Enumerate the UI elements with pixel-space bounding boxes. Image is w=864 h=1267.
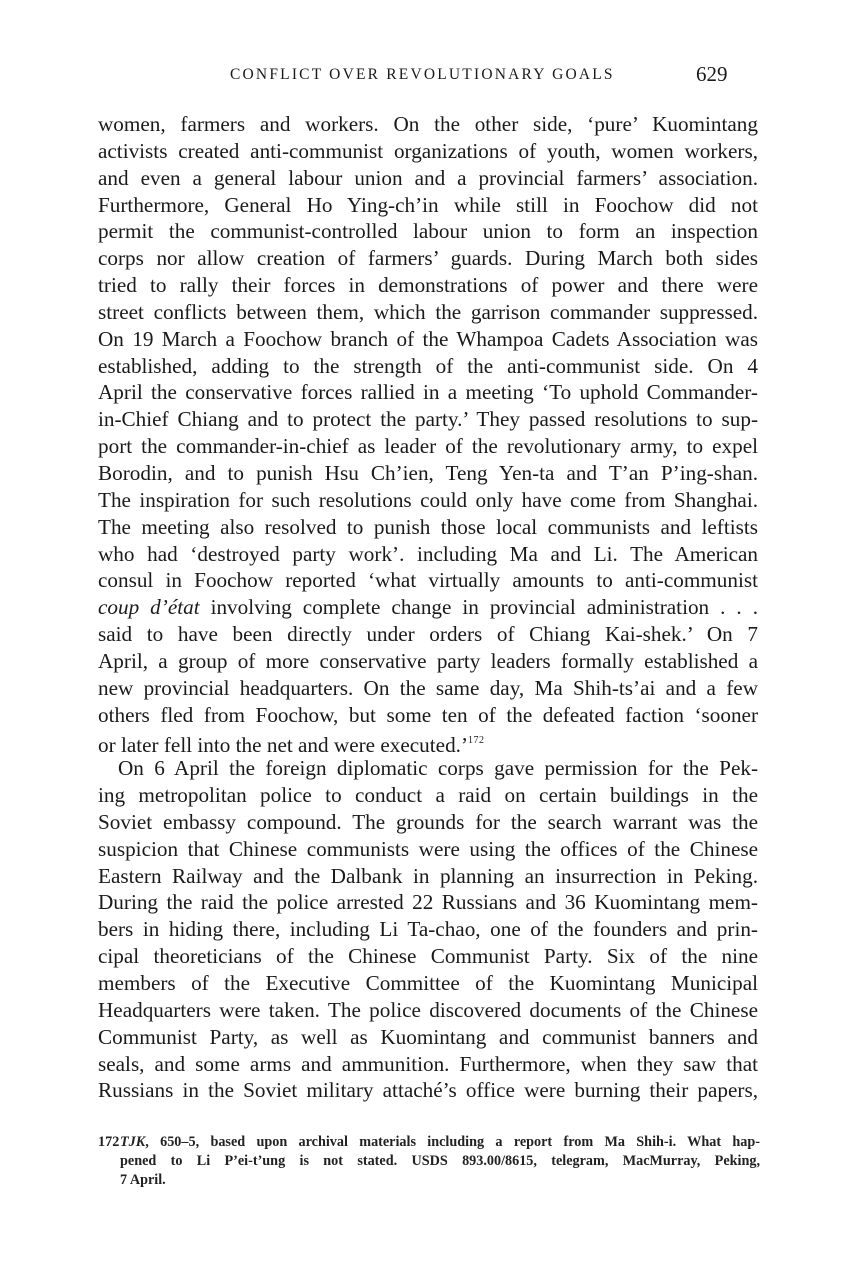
footnote-reference: 172 bbox=[468, 735, 485, 747]
paragraph-line: bers in hiding there, including Li Ta-chao, one of the founders and prin- bbox=[98, 917, 758, 942]
footnote bbox=[98, 1133, 760, 1191]
body-line: Furthermore, General Ho Ying-ch’in while still in Foochow did not bbox=[98, 192, 758, 217]
paragraph-line: members of the Executive Committee of the Kuomintang Municipal bbox=[98, 971, 758, 995]
body-line-italic bbox=[98, 594, 758, 621]
body-line: activists created anti-communist organizations of youth, women workers, bbox=[98, 138, 758, 163]
page-number: 629 bbox=[696, 62, 728, 86]
running-head: CONFLICT OVER REVOLUTIONARY GOALS bbox=[230, 66, 615, 83]
footnote-line: pened to Li P’ei-t’ung is not stated. USDS 893.00/8615, telegram, MacMurray, Peking, bbox=[120, 1153, 760, 1170]
paragraph-line: Eastern Railway and the Dalbank in planning an insurrection in Peking. bbox=[98, 863, 758, 888]
paragraph-line: suspicion that Chinese communists were using the offices of the Chinese bbox=[98, 836, 758, 861]
body-line: tried to rally their forces in demonstrations of power and there were bbox=[98, 273, 758, 298]
paragraph-line: seals, and some arms and ammunition. Furthermore, when they saw that bbox=[98, 1051, 758, 1076]
body-line: said to have been directly under orders of Chiang Kai-shek.’ On 7 bbox=[98, 622, 758, 647]
body-line: port the commander-in-chief as leader of the revolutionary army, to expel bbox=[98, 434, 758, 459]
body-line: permit the communist-controlled labour union to form an inspection bbox=[98, 219, 758, 244]
body-line: The meeting also resolved to punish those local communists and leftists bbox=[98, 514, 758, 539]
paragraph-line: ing metropolitan police to conduct a raid on certain buildings in the bbox=[98, 783, 758, 808]
footnote-number: 172 bbox=[98, 1134, 120, 1150]
body-line: and even a general labour union and a provincial farmers’ association. bbox=[98, 165, 758, 190]
body-line-closing bbox=[98, 728, 758, 758]
paragraph-line: Communist Party, as well as Kuomintang and communist banners and bbox=[98, 1024, 758, 1049]
footnote-line bbox=[98, 1133, 760, 1152]
paragraph-line: Soviet embassy compound. The grounds for the search warrant was the bbox=[98, 809, 758, 834]
footnote-line: 7 April. bbox=[120, 1172, 166, 1189]
body-line: On 19 March a Foochow branch of the Whampoa Cadets Association was bbox=[98, 326, 758, 351]
paragraph-line: During the raid the police arrested 22 Russians and 36 Kuomintang mem- bbox=[98, 890, 758, 915]
italic-phrase: coup d’état bbox=[98, 595, 200, 620]
paragraph-line: On 6 April the foreign diplomatic corps gave permission for the Pek- bbox=[118, 756, 758, 781]
body-line: April the conservative forces rallied in a meeting ‘To uphold Commander- bbox=[98, 380, 758, 405]
body-line: corps nor allow creation of farmers’ guards. During March both sides bbox=[98, 246, 758, 271]
closing-text: or later fell into the net and were executed.’ bbox=[98, 733, 469, 758]
body-line: consul in Foochow reported ‘what virtually amounts to anti-communist bbox=[98, 568, 758, 593]
body-line: who had ‘destroyed party work’. including Ma and Li. The American bbox=[98, 541, 758, 566]
body-line: street conflicts between them, which the garrison commander suppressed. bbox=[98, 299, 758, 324]
body-line: established, adding to the strength of the anti-communist side. On 4 bbox=[98, 353, 758, 378]
body-line: The inspiration for such resolutions could only have come from Shanghai. bbox=[98, 487, 758, 512]
footnote-text: , 650–5, based upon archival materials including a report from Ma Shih-i. What hap- bbox=[145, 1134, 760, 1150]
body-line: women, farmers and workers. On the other side, ‘pure’ Kuomintang bbox=[98, 112, 758, 136]
body-text bbox=[98, 111, 758, 1104]
footnote-source: TJK bbox=[120, 1134, 146, 1150]
body-line-rest: involving complete change in provincial administration . . . bbox=[199, 595, 758, 620]
paragraph-line: cipal theoreticians of the Chinese Communist Party. Six of the nine bbox=[98, 944, 758, 969]
body-line: April, a group of more conservative party leaders formally established a bbox=[98, 648, 758, 673]
paragraph-line: Headquarters were taken. The police discovered documents of the Chinese bbox=[98, 997, 758, 1022]
paragraph-line: Russians in the Soviet military attaché’s office were burning their papers, bbox=[98, 1078, 758, 1103]
body-line: new provincial headquarters. On the same day, Ma Shih-ts’ai and a few bbox=[98, 675, 758, 700]
body-line: Borodin, and to punish Hsu Ch’ien, Teng Yen-ta and T’an P’ing-shan. bbox=[98, 460, 758, 485]
body-line: others fled from Foochow, but some ten of the defeated faction ‘sooner bbox=[98, 702, 758, 727]
body-line: in-Chief Chiang and to protect the party.’ They passed resolutions to sup- bbox=[98, 407, 758, 432]
